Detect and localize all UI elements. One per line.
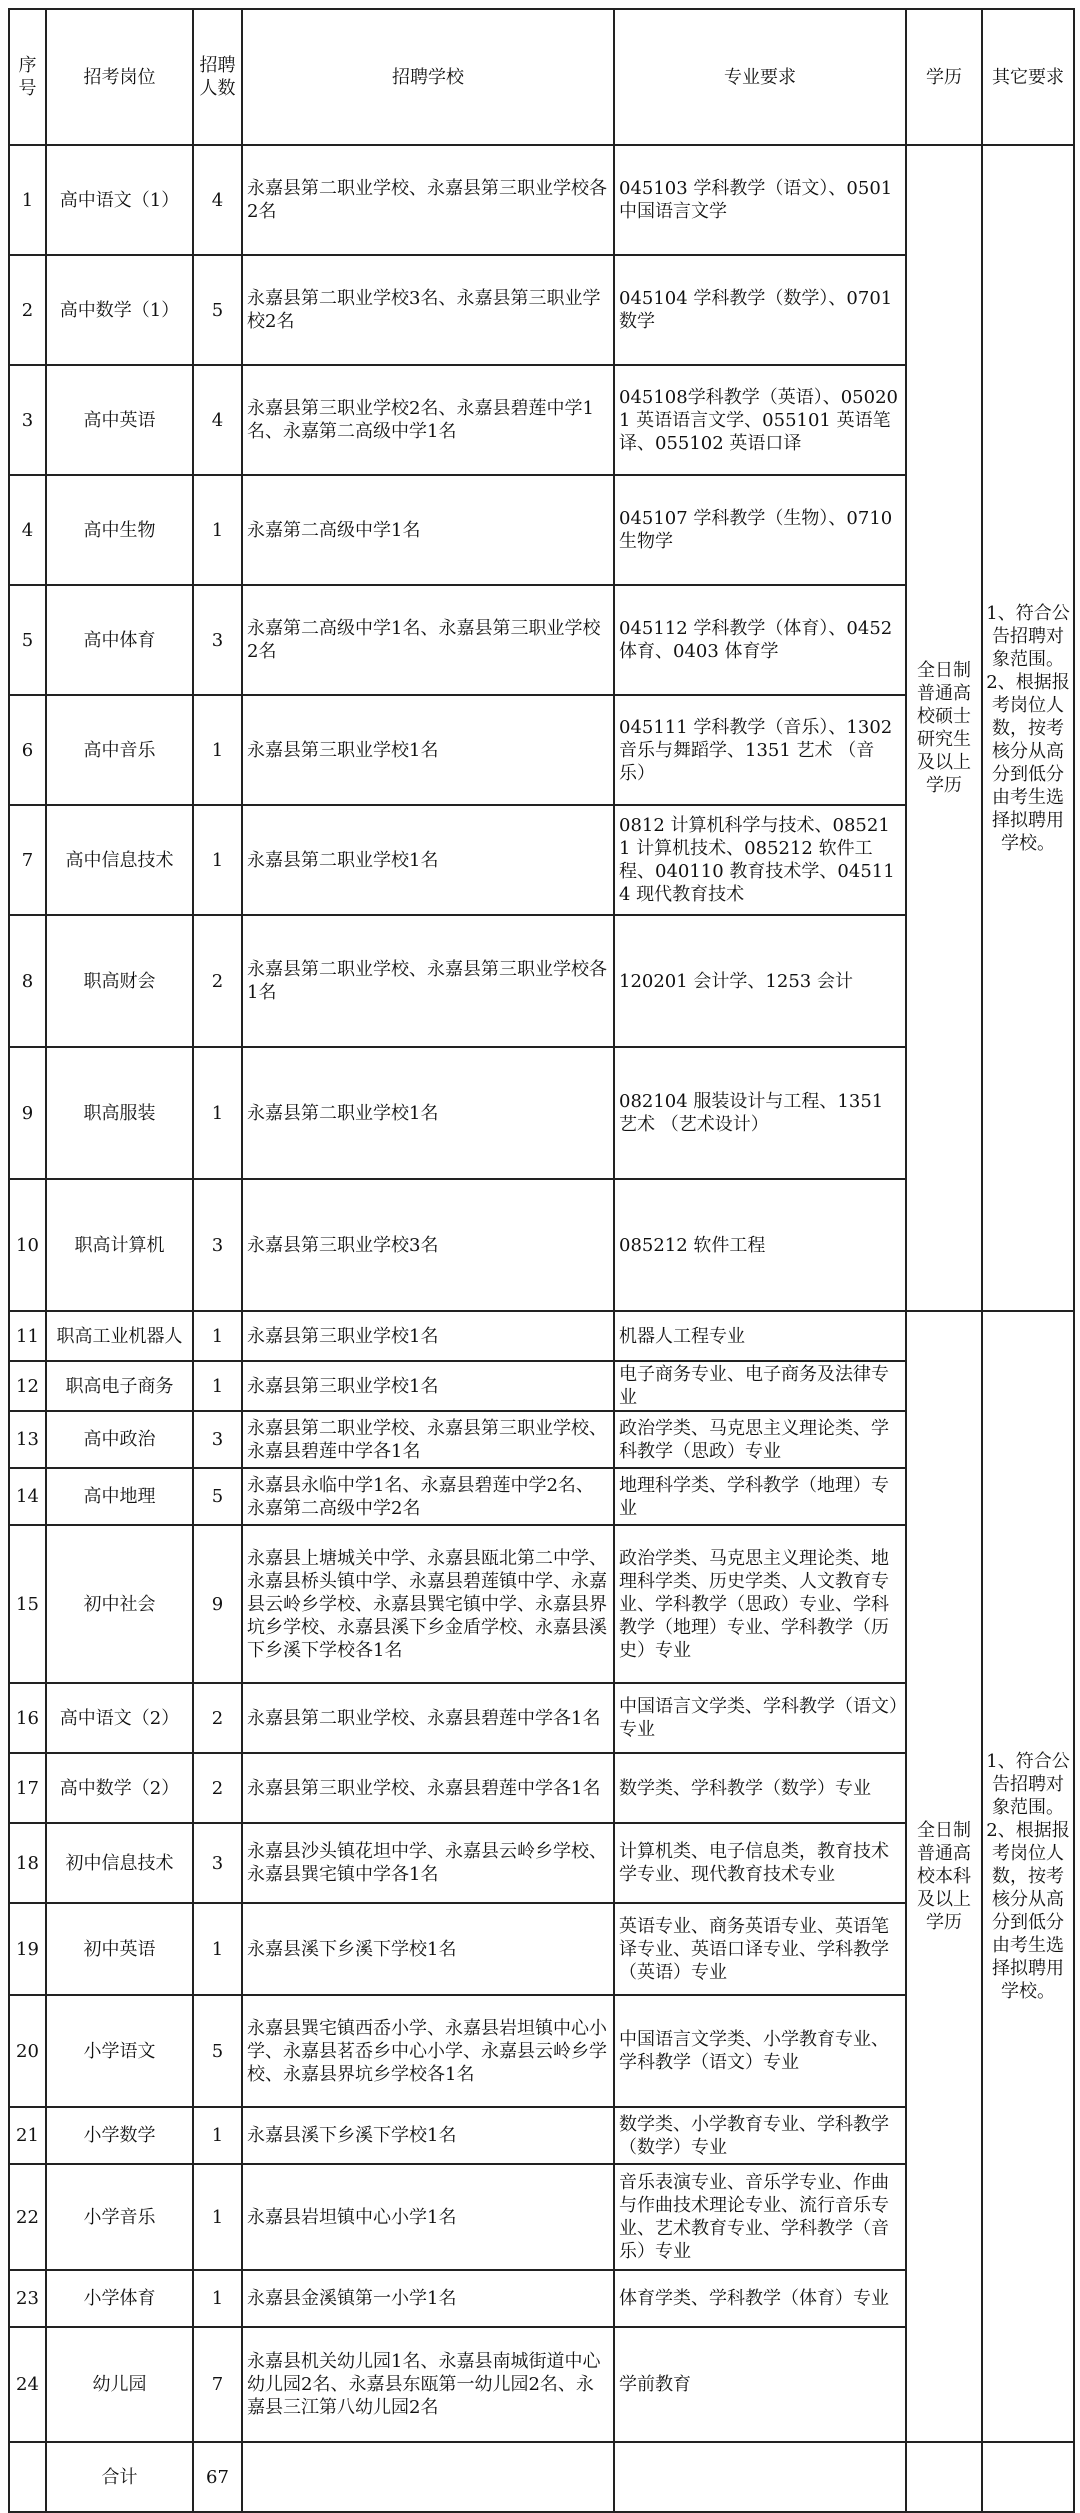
- cell-no: 2: [9, 255, 46, 365]
- cell-count: 4: [193, 365, 242, 475]
- cell-major: 085212 软件工程: [614, 1179, 906, 1311]
- cell-post: 高中数学（2）: [46, 1753, 193, 1823]
- cell-no: 20: [9, 1995, 46, 2107]
- cell-post: 高中生物: [46, 475, 193, 585]
- cell-total-empty: [614, 2442, 906, 2512]
- cell-no: 12: [9, 1361, 46, 1411]
- cell-major: 120201 会计学、1253 会计: [614, 915, 906, 1047]
- cell-schools: 永嘉县机关幼儿园1名、永嘉县南城街道中心幼儿园2名、永嘉县东瓯第一幼儿园2名、永嘉县三江第八幼儿园2名: [242, 2327, 614, 2442]
- cell-major: 045103 学科教学（语文）、0501 中国语言文学: [614, 145, 906, 255]
- cell-no: 22: [9, 2164, 46, 2270]
- cell-count: 1: [193, 2270, 242, 2327]
- cell-no: 24: [9, 2327, 46, 2442]
- cell-count: 1: [193, 805, 242, 915]
- cell-major: 0812 计算机科学与技术、085211 计算机技术、085212 软件工程、040110 教育技术学、045114 现代教育技术: [614, 805, 906, 915]
- cell-other-group-1: 1、符合公告招聘对象范围。2、根据报考岗位人数，按考核分从高分到低分由考生选择拟聘用学校。: [982, 145, 1074, 1311]
- cell-count: 2: [193, 915, 242, 1047]
- cell-schools: 永嘉县巽宅镇西岙小学、永嘉县岩坦镇中心小学、永嘉县茗岙乡中心小学、永嘉县云岭乡学校、永嘉县界坑乡学校各1名: [242, 1995, 614, 2107]
- cell-major: 政治学类、马克思主义理论类、学科教学（思政）专业: [614, 1411, 906, 1468]
- cell-no: 1: [9, 145, 46, 255]
- header-major: 专业要求: [614, 9, 906, 145]
- cell-post: 高中音乐: [46, 695, 193, 805]
- recruitment-table: [8, 8, 1075, 2513]
- cell-no: 3: [9, 365, 46, 475]
- cell-schools: 永嘉县第二职业学校1名: [242, 805, 614, 915]
- cell-count: 3: [193, 1179, 242, 1311]
- cell-no: 4: [9, 475, 46, 585]
- cell-schools: 永嘉县第二职业学校1名: [242, 1047, 614, 1179]
- cell-post: 初中英语: [46, 1903, 193, 1995]
- cell-post: 初中信息技术: [46, 1823, 193, 1903]
- cell-no: 8: [9, 915, 46, 1047]
- cell-count: 1: [193, 1047, 242, 1179]
- cell-post: 高中语文（1）: [46, 145, 193, 255]
- header-row: [9, 9, 1074, 145]
- cell-post: 高中语文（2）: [46, 1683, 193, 1753]
- cell-no: 7: [9, 805, 46, 915]
- cell-schools: 永嘉县溪下乡溪下学校1名: [242, 1903, 614, 1995]
- cell-major: 数学类、小学教育专业、学科教学（数学）专业: [614, 2107, 906, 2164]
- cell-major: 045104 学科教学（数学）、0701 数学: [614, 255, 906, 365]
- total-row: [9, 2442, 1074, 2512]
- cell-schools: 永嘉县溪下乡溪下学校1名: [242, 2107, 614, 2164]
- cell-no: 14: [9, 1468, 46, 1525]
- cell-major: 英语专业、商务英语专业、英语笔译专业、英语口译专业、学科教学（英语）专业: [614, 1903, 906, 1995]
- cell-major: 045108学科教学（英语）、050201 英语语言文学、055101 英语笔译、055102 英语口译: [614, 365, 906, 475]
- cell-schools: 永嘉第二高级中学1名、永嘉县第三职业学校2名: [242, 585, 614, 695]
- cell-post: 小学体育: [46, 2270, 193, 2327]
- cell-count: 5: [193, 1468, 242, 1525]
- cell-education-group-2: 全日制普通高校本科及以上学历: [906, 1311, 982, 2442]
- cell-count: 3: [193, 1411, 242, 1468]
- cell-schools: 永嘉县第三职业学校1名: [242, 1361, 614, 1411]
- cell-total-empty: [242, 2442, 614, 2512]
- cell-schools: 永嘉县第三职业学校、永嘉县碧莲中学各1名: [242, 1753, 614, 1823]
- cell-schools: 永嘉县上塘城关中学、永嘉县瓯北第二中学、永嘉县桥头镇中学、永嘉县碧莲镇中学、永嘉县云岭乡学校、永嘉县巽宅镇中学、永嘉县界坑乡学校、永嘉县溪下乡金盾学校、永嘉县溪下乡溪下学校各1名: [242, 1525, 614, 1683]
- cell-total-label: 合计: [46, 2442, 193, 2512]
- cell-count: 7: [193, 2327, 242, 2442]
- cell-post: 初中社会: [46, 1525, 193, 1683]
- table-row: [9, 145, 1074, 255]
- cell-major: 电子商务专业、电子商务及法律专业: [614, 1361, 906, 1411]
- cell-no: 16: [9, 1683, 46, 1753]
- header-education: 学历: [906, 9, 982, 145]
- cell-count: 1: [193, 2164, 242, 2270]
- cell-major: 地理科学类、学科教学（地理）专业: [614, 1468, 906, 1525]
- cell-no: 19: [9, 1903, 46, 1995]
- cell-no: 23: [9, 2270, 46, 2327]
- cell-post: 小学数学: [46, 2107, 193, 2164]
- cell-post: 职高工业机器人: [46, 1311, 193, 1361]
- cell-count: 1: [193, 695, 242, 805]
- header-seq: 序号: [9, 9, 46, 145]
- cell-schools: 永嘉第二高级中学1名: [242, 475, 614, 585]
- cell-post: 高中地理: [46, 1468, 193, 1525]
- cell-count: 1: [193, 1903, 242, 1995]
- cell-total-empty: [982, 2442, 1074, 2512]
- cell-major: 045112 学科教学（体育）、0452 体育、0403 体育学: [614, 585, 906, 695]
- cell-post: 高中信息技术: [46, 805, 193, 915]
- cell-schools: 永嘉县第三职业学校1名: [242, 1311, 614, 1361]
- cell-major: 政治学类、马克思主义理论类、地理科学类、历史学类、人文教育专业、学科教学（思政）专业、学科教学（地理）专业、学科教学（历史）专业: [614, 1525, 906, 1683]
- cell-schools: 永嘉县第二职业学校、永嘉县碧莲中学各1名: [242, 1683, 614, 1753]
- cell-schools: 永嘉县岩坦镇中心小学1名: [242, 2164, 614, 2270]
- header-post: 招考岗位: [46, 9, 193, 145]
- cell-schools: 永嘉县永临中学1名、永嘉县碧莲中学2名、永嘉第二高级中学2名: [242, 1468, 614, 1525]
- cell-post: 幼儿园: [46, 2327, 193, 2442]
- cell-no: 13: [9, 1411, 46, 1468]
- cell-post: 职高财会: [46, 915, 193, 1047]
- cell-post: 职高电子商务: [46, 1361, 193, 1411]
- header-other: 其它要求: [982, 9, 1074, 145]
- cell-schools: 永嘉县第二职业学校、永嘉县第三职业学校各1名: [242, 915, 614, 1047]
- cell-count: 5: [193, 255, 242, 365]
- cell-no: 9: [9, 1047, 46, 1179]
- cell-post: 职高计算机: [46, 1179, 193, 1311]
- cell-other-group-2: 1、符合公告招聘对象范围。2、根据报考岗位人数，按考核分从高分到低分由考生选择拟聘用学校。: [982, 1311, 1074, 2442]
- cell-major: 045107 学科教学（生物）、0710 生物学: [614, 475, 906, 585]
- cell-count: 3: [193, 1823, 242, 1903]
- cell-count: 5: [193, 1995, 242, 2107]
- cell-schools: 永嘉县第三职业学校3名: [242, 1179, 614, 1311]
- cell-total-empty: [9, 2442, 46, 2512]
- table-row: [9, 1311, 1074, 1361]
- cell-count: 2: [193, 1753, 242, 1823]
- cell-no: 10: [9, 1179, 46, 1311]
- cell-post: 职高服装: [46, 1047, 193, 1179]
- cell-count: 1: [193, 475, 242, 585]
- cell-no: 11: [9, 1311, 46, 1361]
- cell-count: 1: [193, 1311, 242, 1361]
- cell-no: 18: [9, 1823, 46, 1903]
- cell-count: 2: [193, 1683, 242, 1753]
- cell-count: 3: [193, 585, 242, 695]
- cell-schools: 永嘉县沙头镇花坦中学、永嘉县云岭乡学校、永嘉县巽宅镇中学各1名: [242, 1823, 614, 1903]
- cell-schools: 永嘉县第三职业学校2名、永嘉县碧莲中学1名、永嘉第二高级中学1名: [242, 365, 614, 475]
- cell-major: 中国语言文学类、学科教学（语文）专业: [614, 1683, 906, 1753]
- cell-total-count: 67: [193, 2442, 242, 2512]
- header-schools: 招聘学校: [242, 9, 614, 145]
- header-count: 招聘人数: [193, 9, 242, 145]
- cell-post: 小学语文: [46, 1995, 193, 2107]
- cell-schools: 永嘉县金溪镇第一小学1名: [242, 2270, 614, 2327]
- cell-post: 高中体育: [46, 585, 193, 695]
- cell-major: 中国语言文学类、小学教育专业、学科教学（语文）专业: [614, 1995, 906, 2107]
- cell-post: 小学音乐: [46, 2164, 193, 2270]
- cell-count: 1: [193, 1361, 242, 1411]
- cell-major: 045111 学科教学（音乐）、1302 音乐与舞蹈学、1351 艺术 （音乐）: [614, 695, 906, 805]
- cell-schools: 永嘉县第二职业学校3名、永嘉县第三职业学校2名: [242, 255, 614, 365]
- cell-no: 15: [9, 1525, 46, 1683]
- cell-major: 数学类、学科教学（数学）专业: [614, 1753, 906, 1823]
- cell-count: 1: [193, 2107, 242, 2164]
- cell-major: 体育学类、学科教学（体育）专业: [614, 2270, 906, 2327]
- cell-education-group-1: 全日制普通高校硕士研究生及以上学历: [906, 145, 982, 1311]
- cell-post: 高中英语: [46, 365, 193, 475]
- cell-schools: 永嘉县第二职业学校、永嘉县第三职业学校各2名: [242, 145, 614, 255]
- cell-no: 17: [9, 1753, 46, 1823]
- cell-post: 高中政治: [46, 1411, 193, 1468]
- cell-major: 学前教育: [614, 2327, 906, 2442]
- cell-no: 5: [9, 585, 46, 695]
- cell-major: 机器人工程专业: [614, 1311, 906, 1361]
- cell-post: 高中数学（1）: [46, 255, 193, 365]
- cell-no: 6: [9, 695, 46, 805]
- cell-schools: 永嘉县第三职业学校1名: [242, 695, 614, 805]
- cell-count: 9: [193, 1525, 242, 1683]
- cell-no: 21: [9, 2107, 46, 2164]
- cell-total-empty: [906, 2442, 982, 2512]
- cell-major: 计算机类、电子信息类，教育技术学专业、现代教育技术专业: [614, 1823, 906, 1903]
- cell-schools: 永嘉县第二职业学校、永嘉县第三职业学校、永嘉县碧莲中学各1名: [242, 1411, 614, 1468]
- cell-major: 音乐表演专业、音乐学专业、作曲与作曲技术理论专业、流行音乐专业、艺术教育专业、学科教学（音乐）专业: [614, 2164, 906, 2270]
- cell-major: 082104 服装设计与工程、1351 艺术 （艺术设计）: [614, 1047, 906, 1179]
- cell-count: 4: [193, 145, 242, 255]
